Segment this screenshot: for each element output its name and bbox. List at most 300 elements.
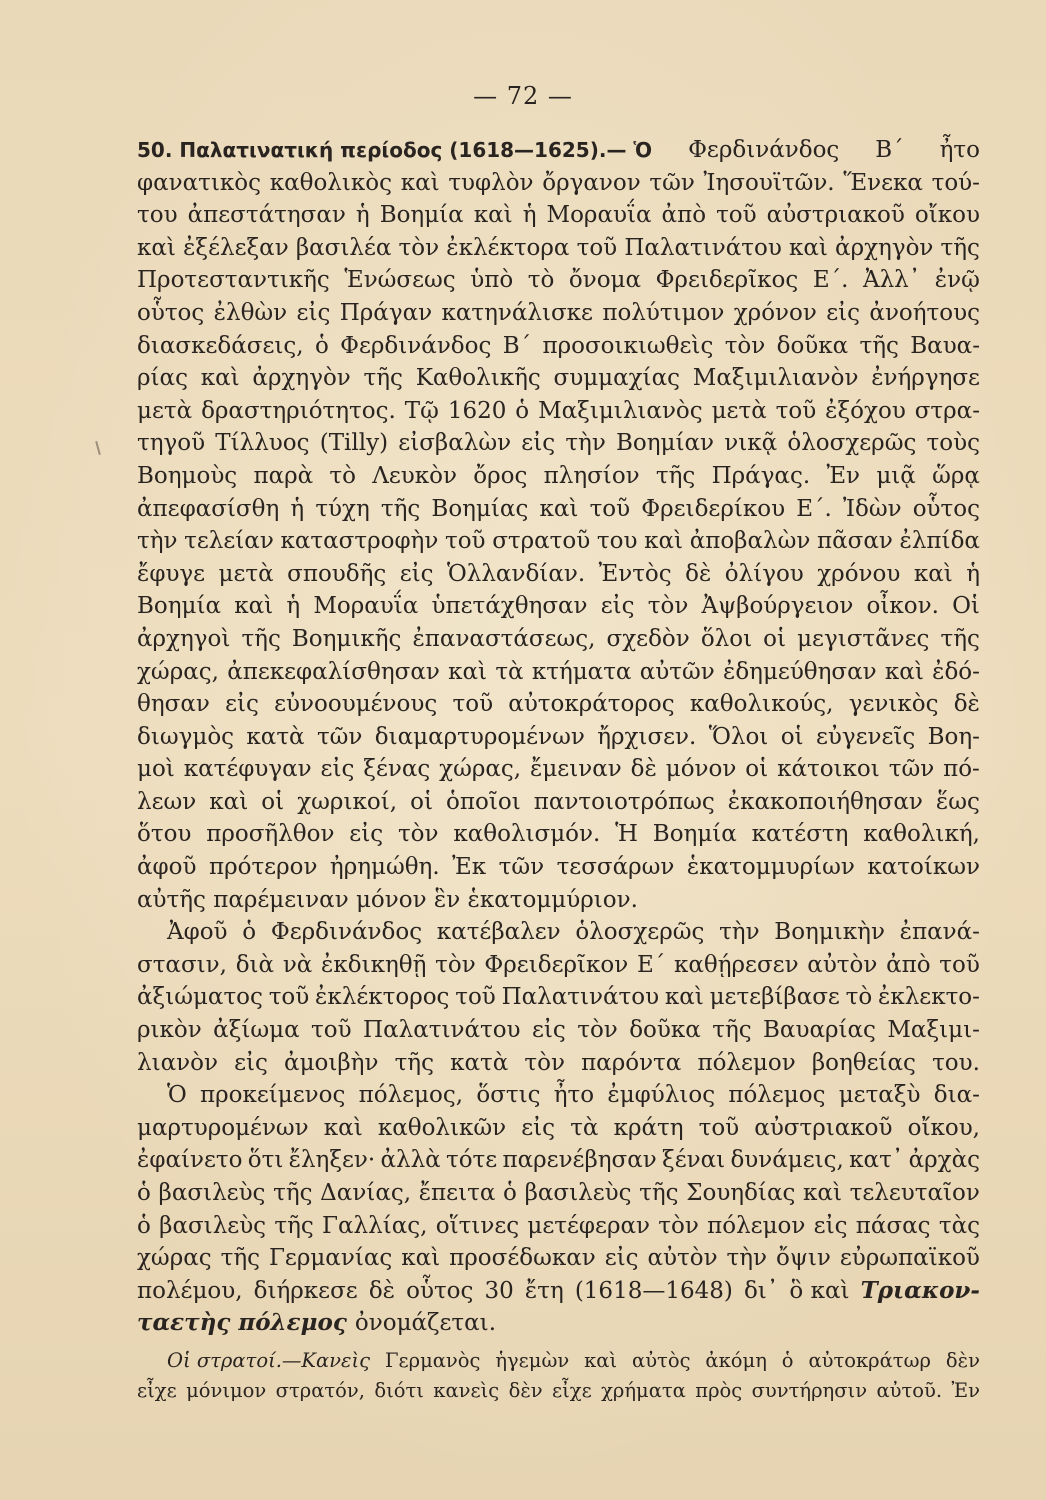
word: εἰσβαλὼν: [398, 430, 512, 457]
word: ἔμειναν: [530, 756, 622, 783]
word: χρόνου: [817, 560, 901, 587]
word: Βοημία: [137, 593, 222, 620]
word: ξέναι: [662, 1147, 726, 1174]
word: ὀλίγου: [724, 560, 804, 587]
word: τοῦ: [939, 951, 980, 978]
word: δραστηριότητος.: [201, 397, 396, 424]
word: ὅτου: [137, 821, 192, 848]
word: Ὁ: [167, 1082, 187, 1109]
word: αὐστριακοῦ: [754, 1114, 893, 1141]
word: ἐνῷ: [934, 267, 980, 294]
word: εἰς: [531, 1017, 566, 1044]
word: ἐπανά-: [899, 919, 980, 946]
word: (Tilly): [319, 430, 389, 457]
word: οἶκον.: [866, 593, 939, 620]
word: οὗτος: [137, 299, 205, 326]
word: καὶ: [137, 234, 176, 261]
word: κατ᾽: [849, 1147, 904, 1174]
word: πᾶσαν: [816, 528, 893, 555]
text-line: [137, 134, 980, 167]
word: οἱ: [410, 788, 433, 815]
word: ἐδό-: [932, 658, 980, 685]
word: δι᾽: [743, 1277, 779, 1304]
word: ἐκδικηθῇ: [321, 951, 427, 978]
text-line: [137, 981, 980, 1014]
word: εἰς: [521, 430, 556, 457]
word: πάσας: [855, 1212, 931, 1239]
word: ἀρχηγὸν: [252, 365, 351, 392]
word: καθολικούς,: [689, 691, 834, 718]
text-line: [137, 1177, 980, 1210]
word: λεων: [137, 788, 197, 815]
word: αὐτὸν: [807, 951, 878, 978]
word: Ἡ: [615, 821, 638, 848]
word: τὸν: [524, 1049, 565, 1076]
text-line: [137, 1112, 980, 1145]
word: Βαυα-: [910, 332, 980, 359]
word: παντοιοτρόπως: [533, 788, 715, 815]
word: σχεδὸν: [606, 625, 690, 652]
word: μαρτυρομένων: [137, 1114, 309, 1141]
word: εὐρωπαϊκοῦ: [839, 1245, 980, 1272]
word: ἔτη: [524, 1277, 564, 1304]
word: δὲ: [953, 691, 980, 718]
word: ἀξίωμα: [213, 1017, 300, 1044]
word: τοῦ: [716, 202, 757, 229]
word: Βοημία: [379, 202, 464, 229]
word: κάτοικοι: [777, 756, 880, 783]
word: ἀποβαλὼν: [689, 528, 811, 555]
word: καθολική,: [863, 821, 980, 848]
word: Ε΄.: [796, 495, 832, 522]
word: ἐδημεύθησαν: [722, 658, 877, 685]
word: ἀξιώματος: [137, 984, 263, 1011]
word: Τριακον-: [860, 1276, 980, 1304]
word: προκείμενος: [200, 1082, 346, 1109]
word: παρενέβησαν: [502, 1147, 657, 1174]
word: Β΄: [502, 332, 532, 359]
word: καὶ: [234, 593, 274, 620]
word: ἔληξεν·: [288, 1147, 376, 1174]
word: ἐλθὼν: [213, 299, 288, 326]
word: καὶ: [400, 169, 440, 196]
word: μιᾷ: [876, 462, 916, 489]
word: τού-: [931, 169, 980, 196]
word: διασκεδάσεις,: [137, 332, 304, 359]
word: καθολισμόν.: [453, 821, 601, 848]
word: χωρικοί,: [297, 788, 398, 815]
word: τελευταῖον: [849, 1180, 980, 1206]
word: τὸν: [435, 951, 476, 978]
word: διαμαρτυρομένων: [374, 723, 585, 750]
word: τῆς: [940, 625, 980, 652]
word: Καθολικῆς: [415, 365, 541, 392]
word: ὅστις: [476, 1082, 541, 1109]
word: αὐτὸν: [647, 1245, 718, 1272]
word: ἡ: [290, 495, 305, 522]
word: ἔπειτα: [418, 1180, 496, 1206]
word: οἱ: [745, 756, 769, 783]
word: εἰς: [604, 1245, 639, 1272]
word: τὴν: [719, 919, 760, 946]
word: Τίλλυος: [215, 430, 310, 457]
word: εὐνοουμένους: [274, 691, 438, 718]
word: ἦτο: [553, 1082, 595, 1109]
text-line: [137, 916, 980, 949]
word: καὶ: [539, 495, 579, 522]
word: ἀμοιβὴν: [284, 1049, 379, 1076]
word: δὲ: [685, 560, 712, 587]
word: Μαξιμιλιανὸς: [538, 397, 703, 424]
word: προσέδωκαν: [449, 1245, 596, 1272]
word: ἐφαίνετο: [137, 1147, 243, 1174]
word: μετὰ: [137, 397, 193, 424]
word: οὗτος: [406, 1277, 474, 1304]
word: ταετὴς πόλεμος: [137, 1309, 347, 1337]
text-line: [137, 590, 980, 623]
word: ὁ: [314, 332, 329, 359]
text-line: [137, 721, 980, 754]
word: νικᾷ: [724, 430, 778, 457]
word: δὲ: [630, 756, 657, 783]
word: μετέφεραν: [527, 1212, 650, 1239]
word: Μαξιμιλιανὸν: [692, 365, 859, 392]
word: Ἀψβούργειον: [701, 593, 854, 620]
text-line: [137, 525, 980, 558]
word: ἀπὸ: [886, 951, 931, 978]
word: (1618—1648): [574, 1277, 733, 1304]
word: καὶ: [209, 788, 249, 815]
word: κανεὶς: [433, 1378, 500, 1402]
word: πολύτιμον: [602, 299, 725, 326]
word: τῆς: [940, 234, 980, 261]
word: Ἑνώσεως: [344, 267, 456, 294]
word: καθῄρεσεν: [673, 951, 799, 978]
word: ὥρᾳ: [932, 462, 980, 489]
word: δὲν: [508, 1378, 543, 1402]
word: ἡ: [355, 202, 370, 229]
text-line: [137, 818, 980, 851]
word: Β΄: [875, 137, 904, 163]
text-line: [137, 232, 980, 265]
word: τῆς: [380, 495, 421, 522]
text-line: [137, 297, 980, 330]
word: καὶ: [884, 658, 924, 685]
word: μετὰ: [711, 397, 767, 424]
text-line: [137, 1242, 980, 1275]
word: λιανὸν: [137, 1049, 218, 1076]
word: Οἱ στρατοί.—Κανεὶς: [167, 1348, 371, 1372]
word: καὶ: [584, 1348, 618, 1372]
word: ἐκλεκτο-: [877, 984, 980, 1011]
word: καὶ: [401, 1245, 441, 1272]
word: εἰς: [399, 560, 434, 587]
word: διήρκεσε: [253, 1277, 358, 1304]
page-number: — 72 —: [473, 82, 573, 110]
word: ὄργανον: [542, 169, 641, 196]
word: Ε΄.: [812, 267, 849, 294]
text-line: [137, 851, 980, 884]
word: καὶ: [200, 365, 240, 392]
word: Ὁλλανδίαν.: [447, 560, 586, 587]
word: Ἕνεκα: [843, 169, 923, 196]
word: πόλεμος: [728, 1082, 826, 1109]
word: ἡ: [522, 202, 537, 229]
word: Φερδινάνδος: [270, 919, 423, 946]
word: μετεβίβασε: [709, 984, 840, 1011]
word: 30: [484, 1277, 514, 1304]
word: Ἀφοῦ: [167, 919, 228, 946]
text-line: [137, 1210, 980, 1243]
word: ἀπεφασίσθη: [137, 495, 280, 522]
word: ἐκακοποιήθησαν: [727, 788, 923, 815]
word: θησαν: [137, 691, 210, 718]
word: δια-: [933, 1082, 980, 1109]
word: τὸν: [724, 332, 766, 359]
word: αὐστριακοῦ: [766, 202, 905, 229]
word: πλησίον: [543, 462, 640, 489]
word: Μοραυΐα: [313, 593, 419, 620]
word: εἶχε: [552, 1378, 592, 1402]
word: Βοημικὴν: [774, 919, 885, 946]
word: κατέβαλεν: [436, 919, 561, 946]
word: τῆς: [394, 1049, 434, 1076]
word: τῆς: [859, 332, 899, 359]
text-line: [137, 656, 980, 689]
word: ἀπεστάτησαν: [187, 202, 346, 229]
word: ὁ: [781, 1348, 794, 1372]
word: ἡ: [966, 560, 980, 587]
word: ἀνοήτους: [869, 299, 980, 326]
word: αὐτοκράτορος: [508, 691, 675, 718]
word: Βοημίαν: [616, 430, 715, 457]
word: ἤρχισεν.: [597, 723, 697, 750]
word: αὐτοκράτωρ: [808, 1348, 931, 1372]
word: ὁ: [242, 919, 257, 946]
word: τοῦ: [576, 234, 618, 261]
word: τοῦ: [455, 984, 496, 1011]
word: δὲ: [368, 1277, 396, 1304]
word: εἰς: [234, 1049, 268, 1076]
word: ἕως: [935, 788, 980, 815]
word: καὶ: [788, 234, 828, 261]
word: τὴν: [726, 1245, 768, 1272]
word: ὁ: [137, 1180, 151, 1206]
word: Ε΄: [636, 951, 666, 978]
text-line: [137, 1047, 980, 1080]
word: τοῦ: [452, 691, 494, 718]
word: ἔφυγε: [137, 560, 206, 587]
word: Φρειδερῖκον: [484, 951, 629, 978]
word: τῆς: [220, 1245, 260, 1272]
word: καταστροφὴν: [280, 528, 439, 555]
text-line: [137, 558, 980, 591]
word: καὶ: [473, 202, 513, 229]
word: ὁ: [137, 1212, 151, 1239]
word: εἰς: [813, 1212, 848, 1239]
word: εἰς: [349, 821, 384, 848]
footnote-line: [137, 1376, 980, 1406]
word: βασιλεὺς: [158, 1180, 266, 1206]
word: ἡ: [286, 593, 301, 620]
word: Μαξιμι-: [887, 1017, 980, 1044]
text-line: [137, 753, 980, 786]
word: βασιλεὺς: [524, 1180, 632, 1206]
text-line: [137, 949, 980, 982]
word: τῆς: [655, 462, 696, 489]
word: νὰ: [282, 951, 313, 978]
word: Βοημοὺς: [137, 462, 238, 489]
word: ἐξέλεξαν: [183, 234, 289, 261]
word: τῶν: [498, 854, 545, 881]
word: διὰ: [235, 951, 275, 978]
word: ὅτι: [247, 1147, 284, 1174]
word: συμμαχίας: [553, 365, 680, 392]
word: πό-: [943, 756, 980, 783]
word: ἦτο: [939, 137, 980, 163]
word: καθολικῶν: [377, 1114, 507, 1141]
word: τοῦ: [589, 495, 631, 522]
word: στασιν,: [137, 951, 227, 978]
word: Λευκὸν: [372, 462, 457, 489]
word: τῆς: [712, 1017, 752, 1044]
word: μόνιμον: [186, 1378, 267, 1402]
word: τύχη: [315, 495, 370, 522]
word: ὑπὸ: [470, 267, 514, 294]
word: πόλεμον: [697, 1049, 796, 1076]
word: Ὅλοι: [708, 723, 769, 750]
word: οἴκου: [914, 202, 980, 229]
word: καὶ: [448, 658, 488, 685]
word: Οἱ: [952, 593, 980, 620]
word: διωγμὸς: [137, 723, 235, 750]
word: τοῦ: [444, 528, 486, 555]
word: ξένας: [363, 756, 431, 783]
word: τὸ: [329, 462, 356, 489]
word: κτήματα: [531, 658, 632, 685]
word: Βοη-: [927, 723, 980, 750]
text-line: [137, 623, 980, 656]
word: ὑπετάχθησαν: [431, 593, 588, 620]
word: Ἰδὼν: [842, 495, 902, 522]
word: ὃ καὶ: [789, 1277, 850, 1304]
word: Βοημία: [652, 821, 737, 848]
word: τοῦ: [268, 984, 310, 1011]
word: ἀφοῦ: [137, 854, 197, 881]
word: ἐκλέκτορος: [315, 984, 450, 1011]
word: ἀπεκεφαλίσθησαν: [227, 658, 440, 685]
word: μεγιστᾶνες: [797, 625, 930, 652]
word: οἱ: [763, 625, 787, 652]
text-line: [137, 1079, 980, 1112]
word: κατέφυγαν: [183, 756, 312, 783]
word: Μοραυΐα: [546, 202, 652, 229]
word: βασιλεὺς: [159, 1212, 267, 1239]
word: ἐλπίδα: [899, 528, 980, 555]
text-line: [137, 167, 980, 200]
word: κατὰ: [246, 723, 305, 750]
text-line: [137, 395, 980, 428]
word: κατηνάλισκε: [441, 299, 593, 326]
word: εἰς: [225, 691, 259, 718]
word: ἀκόμη: [705, 1348, 767, 1372]
word: τὸν: [398, 234, 440, 261]
word: προσῆλθον: [206, 821, 335, 848]
word: Προτεσταντικῆς: [137, 267, 330, 294]
footnote-block: [137, 1346, 980, 1406]
word: του: [137, 202, 178, 229]
word: πόλεμος,: [358, 1082, 464, 1109]
word: Φερδινάνδος: [688, 137, 840, 163]
word: κατέστη: [751, 821, 849, 848]
word: τοῦ: [311, 1017, 352, 1044]
word: μόνον: [665, 756, 737, 783]
word: τοὺς: [926, 430, 980, 457]
word: οἱ: [261, 788, 285, 815]
word: εἰς: [296, 299, 331, 326]
word: εἰς: [826, 299, 861, 326]
word: Ἰησουϊτῶν.: [703, 169, 835, 196]
word: τὸ: [845, 984, 873, 1011]
word: κατὰ: [450, 1049, 509, 1076]
word: τῶν: [888, 756, 935, 783]
text-line: [137, 1307, 980, 1340]
text-line: [137, 264, 980, 297]
word: προσοικιωθεὶς: [542, 332, 714, 359]
word: τὸν: [658, 1212, 699, 1239]
word: ὄνομα: [568, 267, 642, 294]
text-line: [137, 884, 980, 917]
word: οὗτος: [912, 495, 980, 522]
word: πόλεμον: [707, 1212, 806, 1239]
word: τῶν: [649, 169, 695, 196]
word: οἴκου,: [907, 1114, 980, 1141]
word: τελείαν: [184, 528, 274, 555]
word: στρατοῦ: [492, 528, 591, 555]
word: ἀρχὰς: [908, 1147, 980, 1174]
word: ὁ: [515, 397, 530, 424]
word: Παλατινάτου: [624, 234, 782, 261]
text-line: [137, 688, 980, 721]
word: 1620: [447, 397, 507, 424]
word: αὐτὸς: [632, 1348, 691, 1372]
word: πρὸς: [695, 1378, 743, 1402]
footnote-line: [137, 1346, 980, 1376]
word: τὴν: [137, 528, 178, 555]
word: τεσσάρων: [556, 854, 675, 881]
word: δοῦκα: [776, 332, 849, 359]
word: τῆς: [241, 625, 281, 652]
text-line: [137, 362, 980, 395]
word: Ἐκ: [452, 854, 487, 881]
word: μοὶ: [137, 756, 175, 783]
word: Βαυαρίας: [763, 1017, 876, 1044]
word: εἰς: [600, 593, 635, 620]
word: Παλατινάτου: [501, 984, 660, 1011]
word: δυνάμεις,: [730, 1147, 844, 1174]
word: κατοίκων: [867, 854, 980, 881]
word: καὶ: [664, 984, 704, 1011]
word: ὅλοι: [700, 625, 753, 652]
word: ὄψιν: [776, 1245, 831, 1272]
text-line: [137, 460, 980, 493]
word: παρὰ: [253, 462, 314, 489]
word: τότε: [445, 1147, 498, 1174]
word: αὐτῆς παρέμειναν μόνον ἓν ἑκατομμύριον.: [137, 886, 638, 913]
word: ὁποῖοι: [446, 788, 521, 815]
word: φανατικὸς: [137, 169, 261, 196]
word: ἐμφύλιος: [607, 1082, 716, 1109]
